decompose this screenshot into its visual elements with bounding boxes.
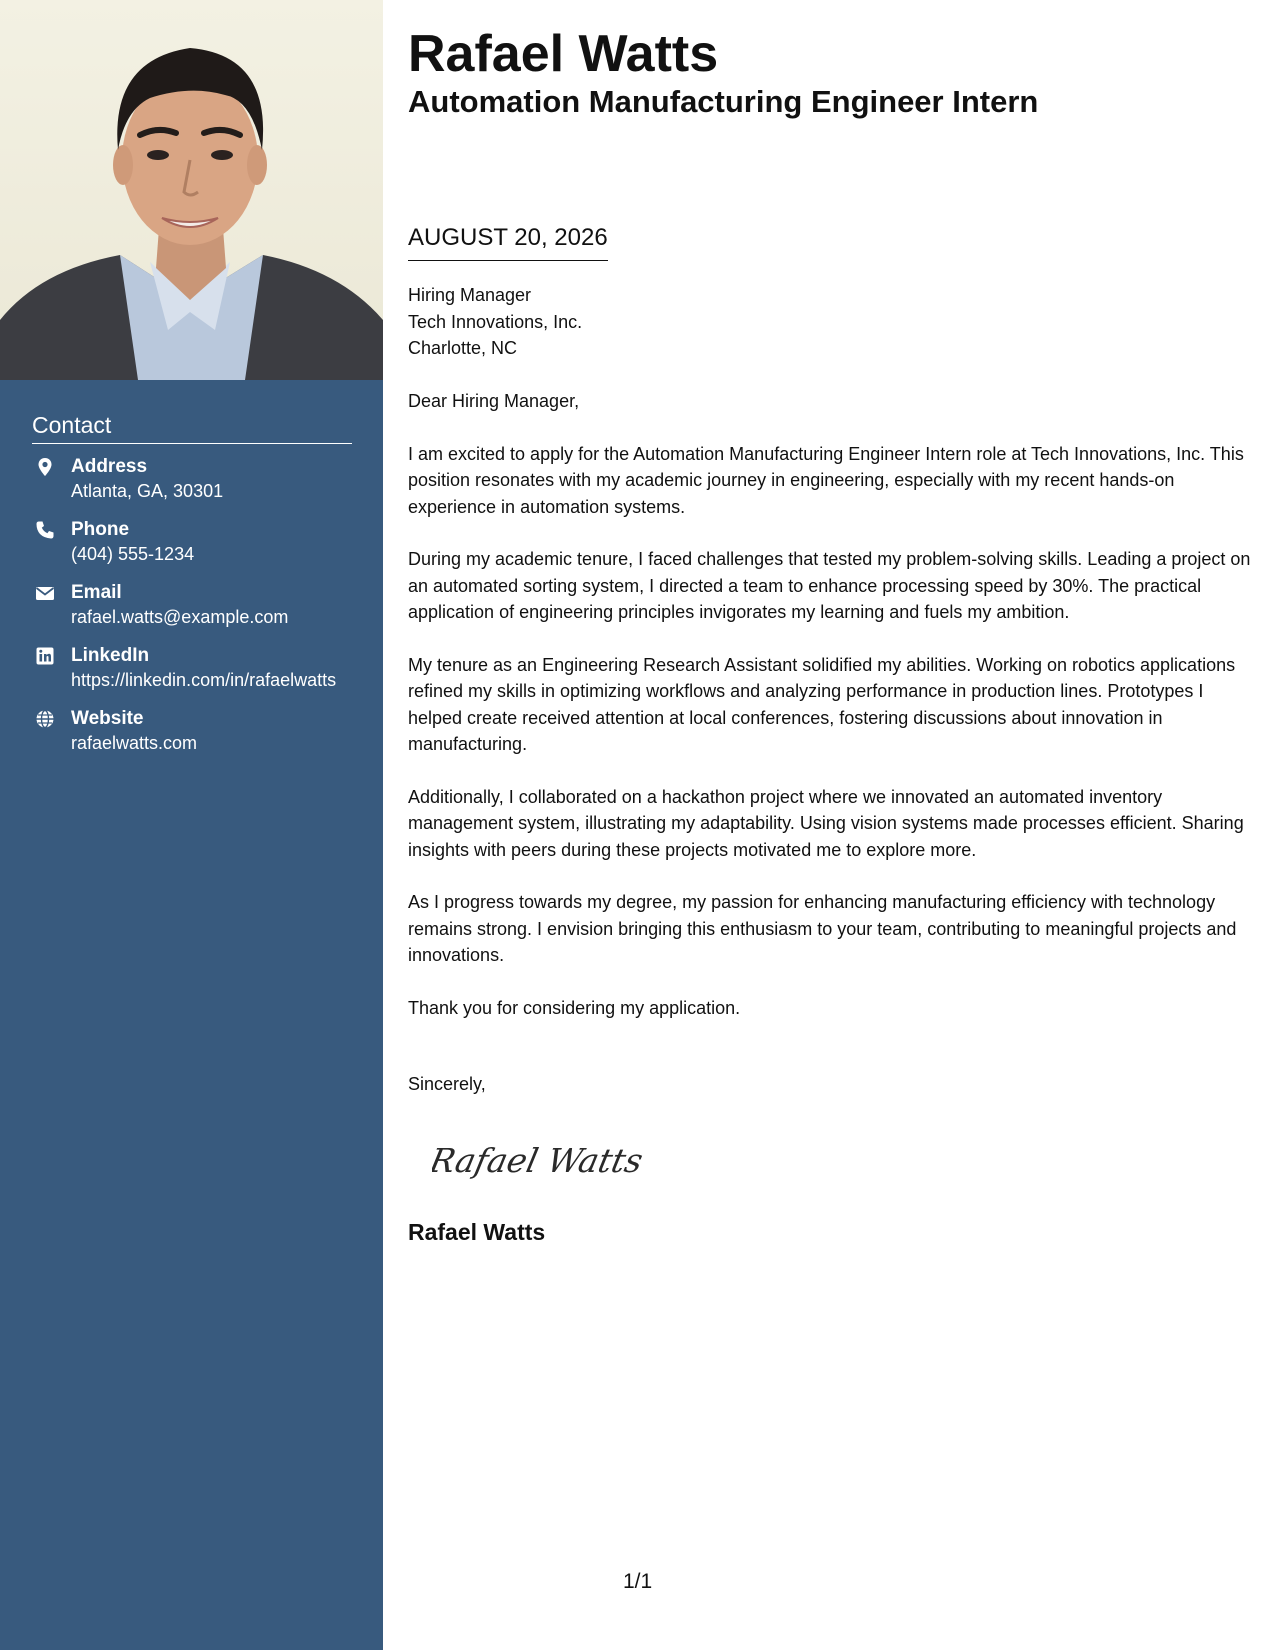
contact-value: rafael.watts@example.com [71,607,289,627]
handwritten-signature [432,1134,652,1184]
body-paragraph: During my academic tenure, I faced challenges that tested my problem-solving skills. Leading a project on an automated sorting system, I directed a team to enhance processing speed by 30%. The practical application of engineering principles invigorates my learning and fuels my ambition. [408,549,1251,622]
contact-value[interactable]: https://linkedin.com/in/rafaelwatts [71,670,337,690]
contact-value: (404) 555-1234 [71,544,195,564]
body-paragraph: I am excited to apply for the Automation Manufacturing Engineer Intern role at Tech Innovations, Inc. This position resonates with my academic journey in engineering, especially with my recent hands-on experience in automation systems. [408,443,1244,517]
contact-heading: Contact [32,412,352,444]
globe-icon [35,709,55,729]
recipient-line: Tech Innovations, Inc. [408,311,583,332]
contact-label: LinkedIn [71,645,150,666]
phone-icon [35,520,55,540]
contact-label: Address [71,456,148,477]
letter-date: AUGUST 20, 2026 [408,222,608,261]
contact-label: Email [71,582,122,603]
contact-value[interactable]: rafaelwatts.com [71,733,198,753]
signature-text: Rafael Watts [432,1141,647,1180]
recipient-line: Charlotte, NC [408,338,518,358]
contact-label: Website [71,708,144,729]
body-paragraph: Thank you for considering my application. [408,997,741,1018]
contact-section [32,412,352,769]
applicant-name: Rafael Watts [408,25,719,83]
job-title: Automation Manufacturing Engineer Intern [408,84,1039,119]
salutation: Dear Hiring Manager, [408,391,580,411]
letter-body [408,388,1253,1047]
contact-item-website [32,706,352,756]
profile-photo [0,0,383,380]
contact-item-address [32,454,352,504]
body-paragraph: As I progress towards my degree, my passion for enhancing manufacturing efficiency with technology remains strong. I envision bringing this enthusiasm to your team, contributing to meaningful projects and innovations. [408,892,1237,965]
contact-item-linkedin [32,643,352,693]
closing: Sincerely, [408,1074,486,1094]
map-pin-icon [35,457,55,477]
contact-item-email [32,580,352,630]
page-number: 1/1 [623,1570,653,1593]
recipient-block [408,282,582,362]
linkedin-icon [35,646,55,666]
body-paragraph: Additionally, I collaborated on a hackathon project where we innovated an automated inventory management system, illustrating my adaptability. Using vision systems made processes efficient. Sharing insights with peers during these projects motivated me to explore more. [408,786,1244,860]
sidebar [0,0,383,1650]
contact-item-phone [32,517,352,567]
recipient-line: Hiring Manager [408,285,532,305]
signer-name: Rafael Watts [408,1219,546,1245]
contact-value: Atlanta, GA, 30301 [71,481,224,501]
contact-label: Phone [71,519,130,540]
envelope-icon [35,583,55,603]
body-paragraph: My tenure as an Engineering Research Assistant solidified my abilities. Working on robotics applications refined my skills in optimizing workflows and analyzing performance in production lines. Prototypes I helped create received attention at local conferences, fostering discussions about innovation in manufacturing. [408,654,1236,754]
